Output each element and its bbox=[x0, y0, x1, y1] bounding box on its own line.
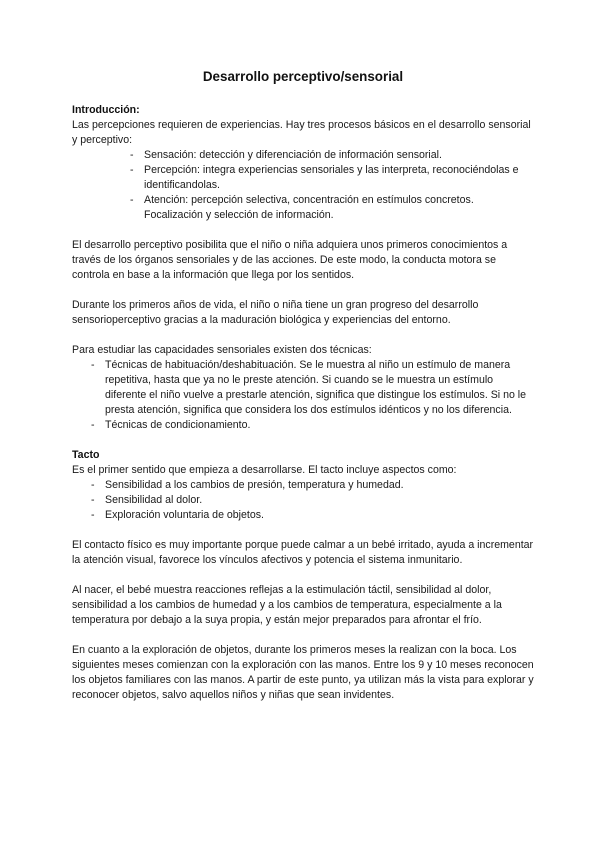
list-item: - Sensibilidad a los cambios de presión, temperatura y humedad. bbox=[72, 478, 534, 493]
list-item: - Sensación: detección y diferenciación de información sensorial. bbox=[72, 148, 534, 163]
list-item: - Percepción: integra experiencias sensoriales y las interpreta, reconociéndolas e identificandolas. bbox=[72, 163, 534, 193]
intro-heading: Introducción: bbox=[72, 104, 140, 116]
list-item: - Técnicas de condicionamiento. bbox=[72, 418, 534, 433]
tacto-heading: Tacto bbox=[72, 449, 100, 461]
techniques-list bbox=[72, 358, 534, 433]
intro-paragraph: Las percepciones requieren de experiencias. Hay tres procesos básicos en el desarrollo sensorial y perceptivo: bbox=[72, 119, 531, 146]
list-item: - Sensibilidad al dolor. bbox=[72, 493, 534, 508]
list-item: - Atención: percepción selectiva, concentración en estímulos concretos. Focalización y selección de información. bbox=[72, 193, 534, 223]
list-item: - Exploración voluntaria de objetos. bbox=[72, 508, 534, 523]
process-list bbox=[72, 148, 534, 223]
document-content bbox=[72, 68, 534, 703]
tacto-paragraph-4: En cuanto a la exploración de objetos, durante los primeros meses la realizan con la boca. Los siguientes meses comienzan con la exploración con las manos. Entre los 9 y 10 meses reconocen los objetos familiares con las manos. A partir de este punto, ya utilizan más la vista para explorar y reconocer objetos, salvo aquellos niños y niñas que sean invidentes. bbox=[72, 644, 534, 701]
intro-paragraph-3: Durante los primeros años de vida, el niño o niña tiene un gran progreso del desarrollo sensorioperceptivo gracias a la maduración biológica y experiencias del entorno. bbox=[72, 299, 479, 326]
tacto-paragraph: Es el primer sentido que empieza a desarrollarse. El tacto incluye aspectos como: bbox=[72, 464, 457, 476]
tacto-paragraph-2: El contacto físico es muy importante porque puede calmar a un bebé irritado, ayuda a incrementar la atención visual, favorece los vínculos afectivos y potencia el sistema inmunitario. bbox=[72, 539, 534, 566]
intro-paragraph-4: Para estudiar las capacidades sensoriales existen dos técnicas: bbox=[72, 344, 372, 356]
tacto-aspects-list bbox=[72, 478, 534, 523]
intro-paragraph-2: El desarrollo perceptivo posibilita que el niño o niña adquiera unos primeros conocimientos a través de los órganos sensoriales y de las acciones. De este modo, la conducta motora se controla en base a la información que llega por los sentidos. bbox=[72, 239, 508, 281]
document-title: Desarrollo perceptivo/sensorial bbox=[202, 69, 404, 84]
tacto-paragraph-3: Al nacer, el bebé muestra reacciones reflejas a la estimulación táctil, sensibilidad al dolor, sensibilidad a los cambios de humedad y a los cambios de temperatura, especialmente a la temperatura por debajo a la suya propia, y están mejor preparados para afrontar el frío. bbox=[72, 584, 502, 626]
list-item: - Técnicas de habituación/deshabituación. Se le muestra al niño un estímulo de manera repetitiva, hasta que ya no le preste atención. Si cuando se le muestra un estímulo diferente el niño vuelve a prestarle atención, significa que distingue los estímulos. Si no le presta atención, significa que considera los dos estímulos idénticos y no los diferencia. bbox=[72, 358, 534, 418]
